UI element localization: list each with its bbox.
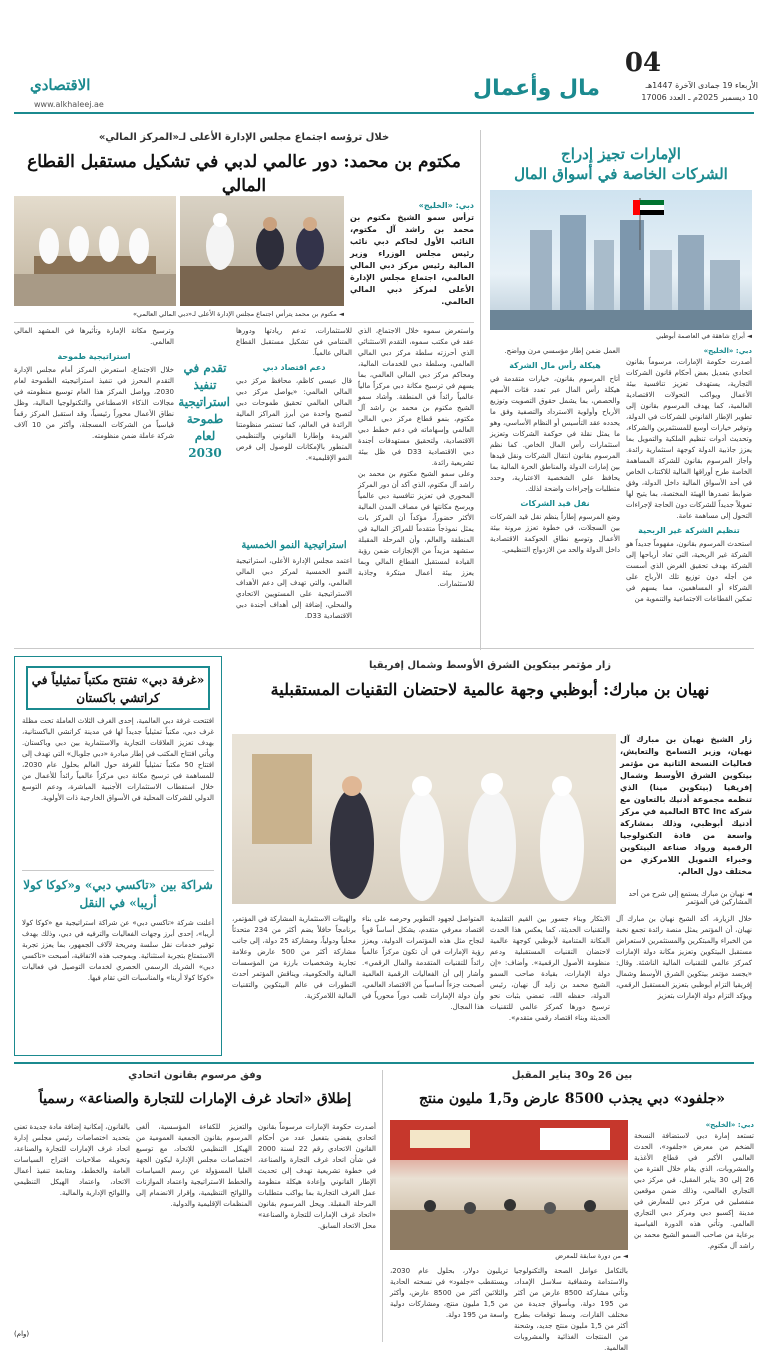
nahyan-column-2: الابتكار وبناء جسور بين القيم التقليدية والتقنيات الحديثة، كما يعكس هذا الحدث المكانة المتنامية لأبوظبي كوجهة عالمية لاحتضان التقنيات المستقبلية ودعم منظومة الأصول الرقمية». وأضاف: «إن دولة الإمارات، بقيادة صاحب السمو الشيخ محمد بن زايد آل نهيان، رئيس الدولة، حفظه الله، تمضي بثبات نحو ترسيخ دورها كمركز عالمي للتقنيات الحديثة وبناء اقتصاد رقمي متقدم». — [490, 915, 610, 1022]
mbm-photo-rule — [14, 322, 474, 323]
gulfood-kicker: بين 26 و30 يناير المقبل — [511, 1070, 633, 1081]
page-number: 04 — [624, 48, 662, 78]
nahyan-kicker: زار مؤتمر بيتكوين الشرق الأوسط وشمال إفريقيا — [368, 660, 612, 671]
section-rule-2 — [14, 1062, 754, 1064]
chambers-headline: إطلاق «اتحاد غرف الإمارات للتجارة والصناعة» رسمياً — [38, 1091, 352, 1107]
exhibition-hall-scene — [390, 1120, 628, 1250]
mbm-column-2b: اعتمد مجلس الإدارة الأعلى، استراتيجية النمو الخمسية لمركز دبي المالي العالمي، والتي تهدف إلى دعم الأهداف الاستراتيجية على المستويين الاتحادي والمحلي، إضافة إلى أهداف أجندة دبي الاقتصادية D33. — [236, 557, 352, 620]
uae-column-1: دبي: «الخليج» أصدرت حكومة الإمارات، مرسوماً بقانون اتحادي بتعديل بعض أحكام قانون الشركات التجارية، يستهدف تعزيز تنافسية بيئة الأعمال ويواكب التحولات الاقتصادية العالمية، كما يهدف المرسوم بقانون إلى تطوير الإطار القانوني للشركات في الدولة، وتوفير خيارات أوسع للمستثمرين والشركاء، وتحديث أدوات تنظيم الملكية والتمويل بما يعزز جاذبية الدولة كوجهة استثمارية رائدة. وأجاز المرسوم بقانون للشركة المساهمة الخاصة طرح أوراقها المالية للاكتتاب الخاص في أحد الأسواق المالية داخل الدولة، وفق ضوابط تصدرها الهيئة المختصة، بما يتيح لها تمويلاً جديداً للشركات دون الحاجة لإجراءات التحول إلى مساهمة عامة. تنظيم الشركة غير الربحية استحدث المرسوم بقانون، مفهوماً جديداً هو الشركة غير الربحية، التي تعاد أرباحها إلى الشركة بهدف تحقيق الغرض الذي أسست من أجله دون توزيع تلك الأرباح على الشركاء أو المساهمين، مما يسهم في تمكين القطاعات الاجتماعية والتنموية من — [626, 347, 752, 603]
uae-column-2: العمل ضمن إطار مؤسسي مرن وواضح. هيكلة رأس مال الشركة أتاح المرسوم بقانون، خيارات متقدمة في هيكلة رأس المال عبر تعدد فئات الأسهم والحصص، بما يشمل حقوق التصويت وتوزيع الأرباح وأولوية الاسترداد والتصفية وفق ما يحدده عقد التأسيس أو النظام الأساسي، وهو ما يمثل نقلة في حوكمة الشركات وتعزيز استثمارات رأس المال الخاص. كما نظم المرسوم بقانون انتقال الشركات ونقل قيدها بين إمارات الدولة والمناطق الحرة المالية بما يحافظ على الشخصية الاعتبارية، وحدد متطلبات وإجراءات واضحة لذلك. نقل قيد الشركات وضع المرسوم إطاراً ينظم نقل قيد الشركات بين السجلات، في خطوة تعزز مرونة بيئة الأعمال وتوسع نطاق الحوكمة الاقتصادية داخل الدولة والحد من الازدواج التنظيمي. — [490, 347, 620, 554]
mbm-column-3: وترسيخ مكانة الإمارة وتأثيرها في المشهد المالي العالمي. استراتيجية طموحة خلال الاجتماع، استعرض المركز أمام مجلس الإدارة التقدم المحرز في تنفيذ استراتيجيته الطموحة لعام 2030، وواصل المركز هذا العام توسيع منظومته في مجالات الذكاء الاصطناعي والتكنولوجيا المالية، وظل نطاق الأعمال محوراً رئيسياً، وقد استقبل المركز رقماً قياسياً من الشركات المسجلة، وأكثر من 10 آلاف شركة عاملة ضمن منظومته. — [14, 327, 174, 440]
gulfood-headline: «جلفود» دبي يجذب 8500 عارض و1,5 مليون منتج — [419, 1091, 725, 1107]
issue-date: الأربعاء 19 جمادى الآخرة 1447هـ 10 ديسمبر 2025م ـ العدد 17006 — [641, 81, 758, 102]
chambers-column-1: أصدرت حكومة الإمارات مرسوماً بقانون اتحادي يقضي بتفعيل عدد من أحكام القانون الاتحادي رقم 22 لسنة 2000 في شأن اتحاد غرف التجارة والصناعة، في خطوة تشريعية تهدف إلى تحديث الإطار القانوني وإعادة هيكلة منظومة عمل الغرف التجارية بما يواكب متطلبات المرحلة المقبلة. ويحل المرسوم بقانون «اتحاد غرف الإمارات للتجارة والصناعة» محل الاتحاد السابق. — [258, 1123, 376, 1230]
gulfood-photo-caption: ◄ من دورة سابقة للمعرض — [555, 1252, 628, 1260]
mbm-pullquote: تقدم في تنفيذ استراتيجية طموحة لعام 2030 — [178, 361, 230, 460]
column-divider — [480, 130, 481, 650]
nahyan-lead: زار الشيخ نهيان بن مبارك آل نهيان، وزير التسامح والتعايش، فعاليات النسخة الثانية من مؤتمر بيتكوين الشرق الأوسط وشمال إفريقيا (بيتكوين مينا) الذي تنظمه مجموعة أدنيك بالتعاون مع شركة BTC Inc العالمية في مركز أدنيك أبوظبي، وذلك بمشاركة واسعة من قادة التكنولوجيا الرقمية ورواد صناعة البيتكوين وخبراء التمويل اللامركزي من مختلف دول العالم. — [620, 735, 753, 876]
uae-photo-caption: ◄ أبراج شاهقة في العاصمة أبوظبي — [656, 332, 752, 340]
karachi-body: افتتحت غرفة دبي العالمية، إحدى الغرف الثلاث العاملة تحت مظلة غرف دبي، مكتباً تمثيلياً جديداً لها في مدينة كراتشي الباكستانية، بهدف تعزيز العلاقات التجارية والاستثمارية بين دبي وباكستان. ويأتي افتتاح المكتب في إطار مبادرة «دبي جلوبال» التي تهدف إلى افتتاح 50 مكتباً تمثيلياً للغرفة حول العالم بحلول عام 2030، للمساهمة في ترسيخ مكانة دبي مركزاً عالمياً رائداً للأعمال من خلال استقطاب الاستثمارات الأجنبية المباشرة، ودعم التوسع الدولي للشركات المحلية في الأسواق الخارجية ذات الأولوية. — [22, 717, 214, 802]
mbm-kicker: خلال ترؤسه اجتماع مجلس الإدارة الأعلى لـ«المركز المالي» — [98, 132, 390, 143]
chambers-kicker: وفق مرسوم بقانون اتحادي — [128, 1070, 262, 1081]
bottom-divider — [382, 1070, 383, 1342]
nahyan-column-3: المتواصل لجهود التطوير وحرصه على بناء اقتصاد معرفي متقدم، يشكل أساساً قوياً لنجاح مثل هذه المؤتمرات الدولية، ويعزز رؤية الإمارات في أن تكون مركزاً عالمياً رائداً للتقنيات المتقدمة والمال الرقمي». وأشار إلى أن الفعاليات الرقمية العالمية أصبحت جزءاً أساسياً من الاقتصاد العالمي، وأن دولة الإمارات تلعب دوراً محورياً في هذا المجال. — [362, 915, 484, 1011]
taxi-title: شراكة بين «تاكسي دبي» و«كوكا كولا أريبا» في النقل — [23, 878, 213, 910]
gulfood-column-1: دبي: «الخليج» تستعد إمارة دبي لاستضافة النسخة الضخم من معرض «جلفود»، الحدث العالمي الأكبر في قطاع الأغذية والمشروبات، الذي يقام خلال الفترة من 26 إلى 30 يناير المقبل، في مركز دبي التجاري العالمي، وذلك ضمن موقعين منفصلين في مركز دبي للمعارض في مدينة إكسبو دبي ومركز دبي التجاري العالمي. وتأتي هذه الدورة القياسية برعاية من صاحب السمو الشيخ محمد بن راشد آل مكتوم. — [634, 1121, 754, 1250]
site-url: www.alkhaleej.ae — [34, 100, 104, 109]
conference-scene — [232, 734, 616, 904]
chambers-source: (وام) — [14, 1330, 30, 1338]
gulfood-column-2: بالتكامل عوامل الصحة والتكنولوجيا والاستدامة وشفافية سلاسل الإمداد، وتأتي مشاركة 8500 عارض من أكثر من 195 دولة، وبأسواق جديدة من مختلف القارات، وسط توقعات بطرح أكثر من 1,5 مليون منتج جديد، وشحنة من المنتجات الغذائية والمشروبات العالمية. — [514, 1267, 629, 1352]
meeting-table-scene — [14, 196, 176, 306]
section-rule-1 — [14, 648, 754, 649]
gulfood-expo-photo — [390, 1120, 628, 1250]
mbm-meeting-photo-2 — [14, 196, 176, 306]
nahyan-column-4: والهيئات الاستثمارية المشاركة في المؤتمر، برنامجاً حافلاً يضم أكثر من 234 متحدثاً محلياً ودولياً، ومشاركة 25 دولة، إلى جانب مشاركة أكثر من 500 عارض وعلامة تجارية وشخصيات بارزة من المؤسسات المالية والحكومية، ويناقش المؤتمر أحدث التطورات في عالم البيتكوين والتقنيات المالية اللامركزية. — [232, 915, 356, 1000]
nahyan-photo-caption: ◄ نهيان بن مبارك يستمع إلى شرح من أحد المشاركين في المؤتمر — [628, 890, 752, 906]
mbm-headline: مكتوم بن محمد: دور عالمي لدبي في تشكيل مستقبل القطاع المالي — [27, 152, 461, 196]
nahyan-headline: نهيان بن مبارك: أبوظبي وجهة عالمية لاحتضان التقنيات المستقبلية — [270, 680, 710, 699]
mbm-lead: دبي: «الخليج» ترأس سمو الشيخ مكتوم بن محمد بن راشد آل مكتوم، النائب الأول لحاكم دبي نائب رئيس مجلس الوزراء وزير المالية رئيس مركز دبي المالي العالمي، اجتماع مجلس الإدارة الأعلى لمركز دبي المالي العالمي. — [350, 201, 474, 306]
mbm-photo-caption: ◄ مكتوم بن محمد يترأس اجتماع مجلس الإدارة الأعلى لـ«دبي المالي العالمي» — [132, 310, 344, 318]
chambers-column-2: والتعزيز للكفاءة المؤسسية، ألغى المرسوم بقانون الجمعية العمومية من الهيكل التنظيمي للاتحاد، مع توسيع اختصاصات مجلس الإدارة ليكون الجهة العليا المسؤولة عن رسم السياسات والخطط الاستراتيجية واعتماد الموازنات واللوائح التنظيمية، وإقرار الانضمام إلى المنظمات الإقليمية والدولية. — [136, 1123, 252, 1208]
gulfood-column-3: تريليون دولار، بحلول عام 2030، ويستقطب «جلفود» في نسخته الحادية والثلاثين أكثر من 8500 عارض، وأكثر من 1,5 مليون منتج، ومشاركات دولية واسعة من 195 دولة. — [390, 1267, 508, 1319]
uae-headline: الإمارات تجيز إدراج الشركات الخاصة في أسواق المال — [514, 145, 728, 183]
taxi-body: أعلنت شركة «تاكسي دبي» عن شراكة استراتيجية مع «كوكا كولا أريبا»، إحدى أبرز وجهات الفعاليات والترفيه في دبي، وذلك بهدف توفير خدمات نقل سلسة ومريحة لآلاف الجمهور، بما يعزز تجربة الاستمتاع بتجربة استثنائية. وبموجب هذه الاتفاقية، أصبحت «تاكسي دبي» الشريك الرسمي الحصري لخدمات التوصيل في فعاليات «كوكا كولا أرينا» والمناسبات التي تقام فيها. — [22, 919, 214, 982]
chambers-column-3: بالقانون، إمكانية إضافة مادة جديدة تعنى بتحديد اختصاصات رئيس مجلس إدارة اتحاد غرف الإمارات للتجارة والصناعة، وتخويله صلاحيات اقتراح السياسات العامة والخطط، ومتابعة تنفيذ أعمال الاتحاد، واعتماد الهيكل التنظيمي واللوائح الإدارية والمالية. — [14, 1123, 130, 1197]
mbm-column-1: واستعرض سموه خلال الاجتماع، الذي عقد في مكتب سموه، التقدم الاستثنائي الذي أحرزته سلطة مركز دبي المالي العالمي، وسلطة دبي للخدمات المالية، ومحاكم مركز دبي المالي العالمي، بما يسهم في ترسيخ مكانة دبي مركزاً مالياً عالمياً رائداً في المنطقة. وأشاد سمو الشيخ مكتوم بن محمد بن راشد آل مكتوم، بنمو قطاع مركز دبي المالي العالمي وإسهاماته في دعم خطط دبي الاقتصادية، ولتحقيق مستهدفات أجندة دبي الاقتصادية D33 في ظل بيئة تشريعية رائدة. وعلى سمو الشيخ مكتوم بن محمد بن راشد آل مكتوم، الذي أكد أن دور المركز المحوري في تعزيز تنافسية دبي عالمياً ويرسخ مكانتها في مصاف المدن المالية الأكثر حضوراً، مؤكداً أن المركز بات يمثل نموذجاً متقدماً للمراكز المالية في المنطقة والعالم، وأن المرحلة المقبلة ستشهد مزيداً من الإنجازات ضمن رؤية القيادة لمستقبل القطاع المالي وبما يعزز بيئة أعمال مبتكرة وجاذبة للاستثمارات. — [358, 327, 474, 588]
karachi-title-box: «غرفة دبي» تفتتح مكتباً تمثيلياً في كراتشي باكستان — [26, 666, 210, 710]
meeting-scene — [180, 196, 344, 306]
skyline-illustration — [490, 190, 752, 330]
abu-dhabi-towers-photo — [490, 190, 752, 330]
mbm-subhead-strategy: استراتيجية النمو الخمسية — [241, 540, 347, 551]
header-rule — [14, 112, 754, 114]
sidebar-rule — [22, 870, 214, 871]
section-title: مال وأعمال — [473, 76, 600, 101]
mbm-column-2: للاستثمارات، تدعم ريادتها ودورها المتنامي في تشكيل مستقبل القطاع المالي عالمياً. دعم اقتصاد دبي قال عيسى كاظم، محافظ مركز دبي المالي العالمي: «يواصل مركز دبي المالي العالمي تحقيق طموحات دبي لتصبح واحدة من أبرز المراكز المالية الرائدة في العالم، كما تستمر منظومتنا الفريدة وإطارنا القانوني والتنظيمي المتطور بالإمكانات للوصول إلى فرص النمو الإقليمية». — [236, 327, 352, 462]
nahyan-column-1: خلال الزيارة، أكد الشيخ نهيان بن مبارك آل نهيان، أن المؤتمر يمثل منصة رائدة تجمع نخبة من الخبراء والمبتكرين والمستثمرين لاستعراض مستقبل البيتكوين وتعزيز مكانة دولة الإمارات كمركز عالمي للتقنيات المالية الناشئة. وقال: «يجسد مؤتمر بيتكوين الشرق الأوسط وشمال إفريقيا التزام أبوظبي بتعزيز المستقبل الرقمي، ويؤكد التزام دولة الإمارات بتعزيز — [616, 915, 752, 1000]
mbm-meeting-photo-1 — [180, 196, 344, 306]
nahyan-conference-photo — [232, 734, 616, 904]
newspaper-logo: الاقتصادي — [30, 76, 91, 94]
